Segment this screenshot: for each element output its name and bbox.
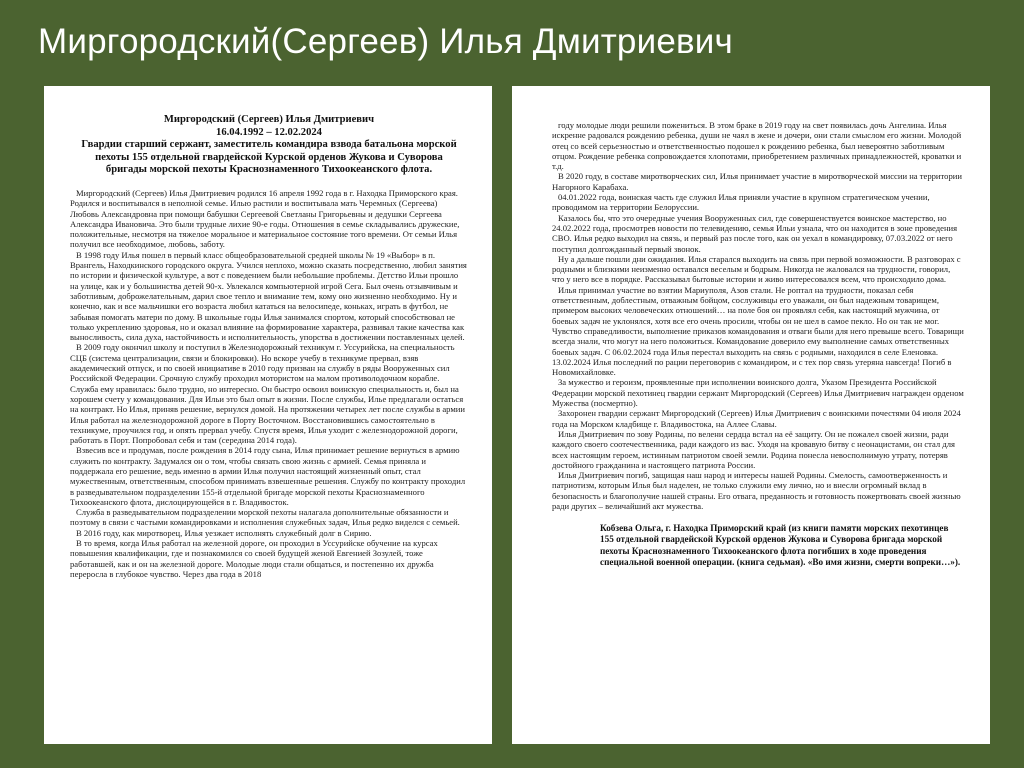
paragraph: В 2009 году окончил школу и поступил в Железнодорожный техникум г. Уссурийска, на специальность СЦБ (система централизации, связи и блокировки). Но вскоре учебу в техникуме прервал, взяв академический отпуск, и по своей инициативе в 2010 году призван на службу в ряды Вооруженных сил Российской Федерации. Срочную службу проходил мотористом на малом противолодочном корабле. Служба ему нравилась: было трудно, но интересно. Он быстро освоил воинскую специальность и, был на хорошем счету у командования. Для Ильи это был опыт в жизни. После службы, Илье предлагали остаться на контракт. Но Илья, приняв решение, вернулся домой. На протяжении четырех лет после службы в армии Илья работал на железнодорожной дороге в Порту Восточном. Восстановившись самостоятельно в техникуме, проучился год, и опять прервал учебу. Спустя время, Илья уходит с железнодорожной дороги, работать в Порт. Попробовал себя и там (середина 2014 года). (70, 342, 465, 446)
slide-title: Миргородский(Сергеев) Илья Дмитриевич (38, 22, 733, 61)
paragraph: 04.01.2022 года, воинская часть где служил Илья приняли участие в крупном стратегическом учении, проводимом на территории Белоруссии. (552, 192, 930, 213)
document-heading (80, 114, 458, 177)
paragraph: Миргородский (Сергеев) Илья Дмитриевич родился 16 апреля 1992 года в г. Находка Приморского края. Родился и воспитывался в неполной семье. Илью растили и воспитывала мать Черемных (Сергеева) Любовь Александровна при помощи бабушки Сергеевой Светланы Григорьевны и дедушки Сергеева Александра Ивановича. Это были трудные лихие 90-е годы. Отношения в семье складывались дружеские, положительные, несмотря на тяжелое моральное и материальное состояние того времени. От семьи Илья получил все необходимое, любовь, заботу. (70, 187, 460, 250)
paragraph: Взвесив все и продумав, после рождения в 2014 году сына, Илья принимает решение вернуться в армию служить по контракту. Задумался он о том, чтобы связать свою жизнь с армией. Семья приняла и поддержала его решение, ведь именно в армии Илья получил настоящий жизненный опыт, стал мужественным, ответственным, способом принимать взвешенные решения. Службу по контракту проходил в разведывательном подразделении 155-й отдельной бригаде морской пехоты Краснознаменного Тихоокеанского флота, дислоцирующейся в г. Владивосток. (70, 445, 466, 507)
paragraph: Ну а дальше пошли дни ожидания. Илья старался выходить на связь при первой возможности. В разговорах с родными и близкими неизменно оставался веселым и бодрым. Никогда не жаловался на трудности, говорил, что у него все в порядке. Рассказывал бытовые истории и живо интересовался всем, что происходило дома. (552, 253, 961, 285)
paragraph: В 2020 году, в составе миротворческих сил, Илья принимает участие в миротворческой миссии на территории Нагорного Карабаха. (552, 171, 962, 192)
heading-dates: 16.04.1992 – 12.02.2024 (216, 126, 322, 138)
paragraph: Служба в разведывательном подразделении морской пехоты налагала дополнительные обязанности и поэтому в связи с частыми командировками и исполнения служебных задач, Илья редко виделся с семьей. (70, 507, 460, 528)
paragraph: В 2016 году, как миротворец, Илья уезжает исполнять служебный долг в Сирию. (76, 527, 372, 538)
heading-rank: Гвардии старший сержант, заместитель командира взвода батальона морской пехоты 155 отдельной гвардейской Курской орденов Жукова и Суворова бригады морской пехоты Краснознаменного Тихоокеанского флота. (81, 139, 457, 176)
paragraph: В то время, когда Илья работал на железной дороге, он проходил в Уссурийске обучение на курсах повышения квалификации, где и познакомился со своей будущей женой Евгенией Зозулей, тоже работавшей, как и он на железной дороге. Молодые люди стали общаться, и постепенно их дружба переросла в глубокое чувство. Через два года в 2018 (70, 538, 438, 579)
paragraph: Захоронен гвардии сержант Миргородский (Сергеев) Илья Дмитриевич с воинскими почестями 04 июля 2024 года на Морском кладбище г. Владивостока, на Аллее Славы. (552, 408, 961, 429)
document-page-right (512, 86, 990, 744)
paragraph: Илья Дмитриевич по зову Родины, по велени сердца встал на её защиту. Он не пожалел своей жизни, ради каждого своего соотечественника, ради каждого из вас. Уходя на кровавую битву с неонацистами, он стал для всех настоящим героем, истинным патриотом своей земли. Родина понесла невосполнимую утрату, потеряв достойного гражданина и настоящего патриота России. (552, 428, 955, 470)
author-signature: Кобзева Ольга, г. Находка Приморский край (из книги памяти морских пехотинцев 155 отдельной гвардейской Курской орденов Жукова и Суворова бригада морской пехоты Краснознаменного Тихоокеанского флота погибших в ходе проведения специальной военной операции. (книга седьмая). «Во имя жизни, смерти вопреки…»). (600, 523, 961, 567)
paragraph: Казалось бы, что это очередные учения Вооруженных сил, где совершенствуется воинское мастерство, но 24.02.2022 года, просмотрев новости по телевидению, семья Ильи узнала, что он находится в зоне проведения СВО. Илья редко выходил на связь, и первый раз после того, как он уехал в командировку, 07.03.2022 от него поступил долгожданный первый звонок. (552, 212, 958, 254)
paragraph: В 1998 году Илья пошел в первый класс общеобразовательной средней школы № 19 «Выбор» в п. Врангель, Находкинского городского округа. Учился неплохо, можно сказать посредственно, любил занятия по истории и физической культуре, а вот с поведением были небольшие проблемы. Детство Ильи прошло на улице, как и у большинства детей 90-х. Увлекался компьютерной игрой Сега. Был очень отзывчивым и заботливым, доброжелательным, дарил свое тепло и внимание тем, кому оно жизненно необходимо. Ну и конечно, как и все мальчишки его возраста любил кататься на велосипеде, коньках, играть в футбол, не забывая помогать матери по дому. В школьные годы Илья занимался спортом, который способствовал не только укреплению здоровья, но и оказал влияние на формирование характера, развивал такие качества как выносливость, сила духа, настойчивость и исполнительность, упорства в достижении поставленных целей. (70, 249, 467, 343)
paragraph: За мужество и героизм, проявленные при исполнении воинского долга, Указом Президента Российской Федерации морской пехотинец гвардии сержант Миргородский (Сергеев) Илья Дмитриевич награжден орденом Мужества (посмертно). (552, 377, 964, 409)
paragraph: году молодые люди решили пожениться. В этом браке в 2019 году на свет появилась дочь Ангелина. Илья искренне радовался рождению ребенка, души не чаял в жене и дочери, они стали смыслом его жизни. Молодой отец со всей серьезностью и ответственностью подошел к рождению ребенка, был невероятно заботливым отцом. Рождение ребенка сопровождается хлопотами, приобретением различных принадлежностей, кроватки и т.д. (552, 120, 962, 172)
paragraph: Илья Дмитриевич погиб, защищая наш народ и интересы нашей Родины. Смелость, самоотверженность и патриотизм, которым Илья был наделен, не только служили ему лично, но и внесли огромный вклад в безопасность и благополучие нашей страны. Его отвага, преданность и готовность пожертвовать своей жизнью ради других – величайший акт мужества. (552, 470, 961, 511)
document-page-left (44, 86, 492, 744)
heading-name: Миргородский (Сергеев) Илья Дмитриевич (163, 114, 375, 125)
paragraph: Илья принимал участие во взятии Мариуполя, Азов стали. Не роптал на трудности, показал себя ответственным, доблестным, отважным бойцом, сослуживцы его уважали, он был надежным товарищем, примером высоких человеческих отношений… на поле боя он проявлял себя, как настоящий мужчина, от боевых задач не уклонялся, хотя все его очень просили, чтобы он не шел в самое пекло. Но он так не мог. Чувство справедливости, выполнение приказов командования и отваги были для него превыше всего. Товарищи всегда знали, что могут на него положиться. Командование доверило ему выполнение самых ответственных боевых задач. С 06.02.2024 года Илья перестал выходить на связь с родными, находился в селе Еленовка. 13.02.2024 Илья последний по рации переговорив с командиром, и с тех пор связь утеряна навсегда! Погиб в Новомихайловке. (552, 284, 964, 378)
